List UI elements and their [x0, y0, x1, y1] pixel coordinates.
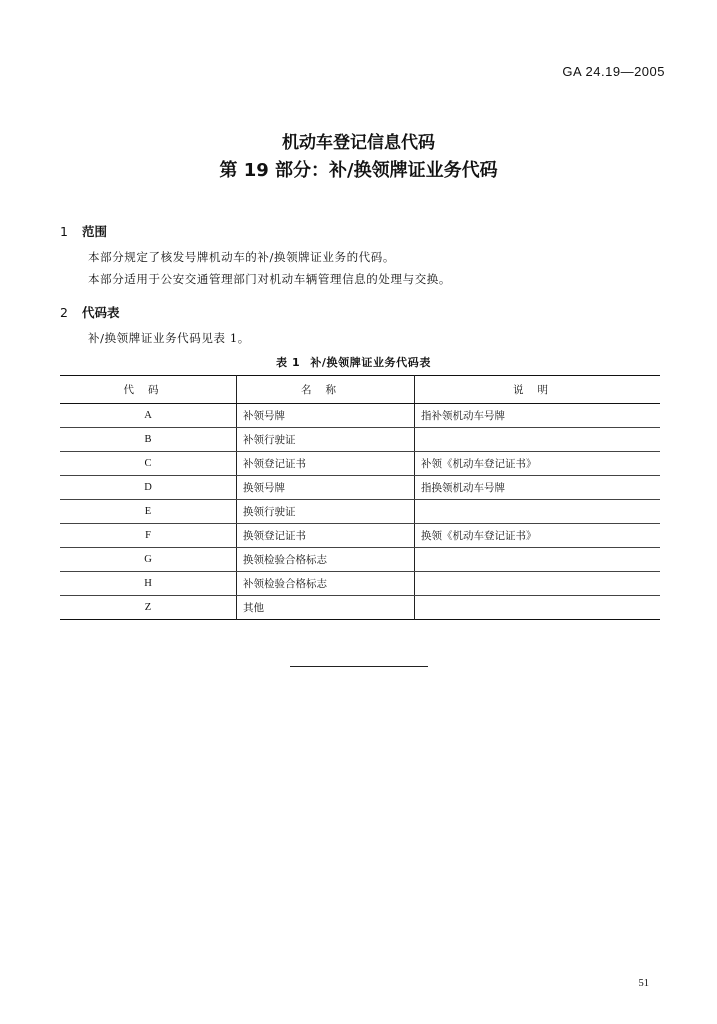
description-cell — [415, 428, 661, 452]
description-cell — [415, 596, 661, 620]
table-row — [60, 524, 660, 548]
column-header-name: 名称 — [237, 376, 415, 404]
code-cell: H — [60, 572, 237, 596]
section-heading-code-table — [60, 303, 120, 321]
table-row — [60, 596, 660, 620]
document-subtitle: 第 19 部分：补/换领牌证业务代码 — [219, 160, 498, 181]
code-cell: F — [60, 524, 237, 548]
section-heading-scope — [60, 222, 107, 240]
table-row — [60, 428, 660, 452]
code-cell: G — [60, 548, 237, 572]
code-cell: Z — [60, 596, 237, 620]
section-title: 范围 — [82, 224, 108, 239]
table-header-row — [60, 376, 660, 404]
table-caption-title: 补/换领牌证业务代码表 — [310, 356, 431, 369]
code-cell: E — [60, 500, 237, 524]
document-title: 机动车登记信息代码 — [282, 133, 435, 153]
column-header-code: 代码 — [60, 376, 237, 404]
name-cell: 其他 — [237, 596, 415, 620]
section-number: 1 — [60, 224, 68, 239]
table-row — [60, 452, 660, 476]
paragraph: 补/换领牌证业务代码见表 1。 — [88, 331, 250, 345]
section-number: 2 — [60, 305, 68, 320]
code-table — [60, 375, 660, 620]
code-cell: A — [60, 404, 237, 428]
description-cell: 指换领机动车号牌 — [415, 476, 661, 500]
table-row — [60, 404, 660, 428]
description-cell — [415, 500, 661, 524]
paragraph: 本部分适用于公安交通管理部门对机动车辆管理信息的处理与交换。 — [88, 272, 451, 286]
description-cell: 补领《机动车登记证书》 — [415, 452, 661, 476]
name-cell: 补领号牌 — [237, 404, 415, 428]
description-cell: 指补领机动车号牌 — [415, 404, 661, 428]
name-cell: 换领登记证书 — [237, 524, 415, 548]
table-caption-label: 表 1 — [276, 356, 301, 369]
table-row — [60, 548, 660, 572]
table-row — [60, 500, 660, 524]
code-cell: B — [60, 428, 237, 452]
end-of-document-rule — [290, 666, 428, 667]
name-cell: 补领行驶证 — [237, 428, 415, 452]
name-cell: 换领检验合格标志 — [237, 548, 415, 572]
table-row — [60, 476, 660, 500]
code-cell: D — [60, 476, 237, 500]
standard-code: GA 24.19—2005 — [562, 64, 665, 79]
name-cell: 补领登记证书 — [237, 452, 415, 476]
name-cell: 换领行驶证 — [237, 500, 415, 524]
description-cell: 换领《机动车登记证书》 — [415, 524, 661, 548]
description-cell — [415, 572, 661, 596]
section-title: 代码表 — [82, 305, 120, 320]
table-caption — [0, 354, 717, 370]
table-row — [60, 572, 660, 596]
description-cell — [415, 548, 661, 572]
code-cell: C — [60, 452, 237, 476]
name-cell: 换领号牌 — [237, 476, 415, 500]
paragraph: 本部分规定了核发号牌机动车的补/换领牌证业务的代码。 — [88, 250, 395, 264]
page-number: 51 — [638, 978, 649, 989]
name-cell: 补领检验合格标志 — [237, 572, 415, 596]
column-header-description: 说明 — [415, 376, 661, 404]
